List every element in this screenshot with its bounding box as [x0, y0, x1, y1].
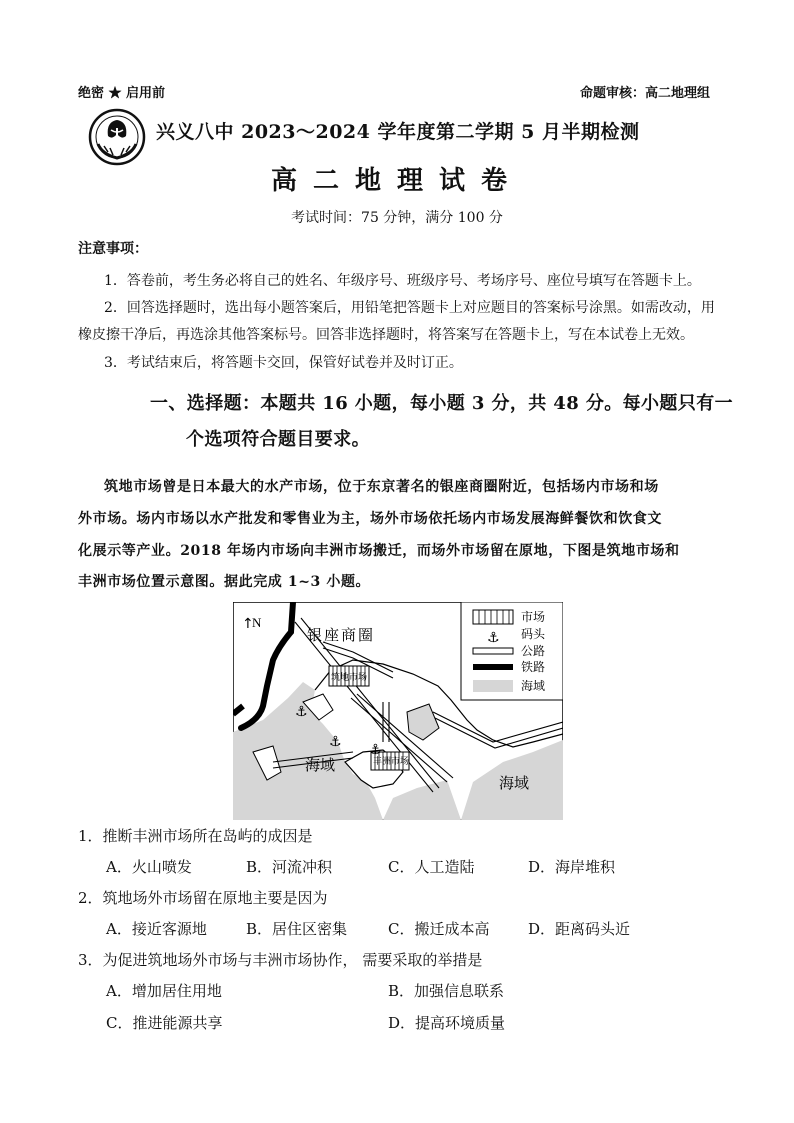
- option-b: B．加强信息联系: [388, 982, 505, 1000]
- legend-road: 公路: [521, 644, 546, 658]
- ginza-label: 银座商圈: [307, 628, 376, 644]
- question-stem: 1．推断丰洲市场所在岛屿的成因是: [78, 827, 313, 845]
- option-b: B．居住区密集: [246, 920, 348, 938]
- pier-anchor-icon: ⚓: [295, 704, 308, 720]
- pier-anchor-icon: ⚓: [329, 734, 342, 750]
- option-c: C．搬迁成本高: [388, 920, 490, 938]
- passage-line: 筑地市场曾是日本最大的水产市场，位于东京著名的银座商圈附近，包括场内市场和场: [104, 479, 659, 495]
- subject-title: 高二地理试卷: [270, 166, 523, 196]
- north-label: N: [252, 615, 262, 630]
- notice-line: 橡皮擦干净后，再选涂其他答案标号。回答非选择题时，将答案写在答题卡上，写在本试卷上无效。: [78, 327, 694, 343]
- school-logo: [88, 108, 146, 166]
- option-a: A．接近客源地: [106, 920, 207, 938]
- question-stem: 2．筑地场外市场留在原地主要是因为: [78, 889, 328, 907]
- legend-pier: 码头: [521, 627, 546, 641]
- location-map: [233, 602, 563, 820]
- pier-legend-icon: ⚓: [487, 630, 500, 646]
- notice-line: 3．考试结束后，将答题卡交回，保管好试卷并及时订正。: [104, 355, 463, 371]
- notice-heading: 注意事项：: [78, 241, 148, 257]
- legend-sea: 海域: [521, 679, 546, 693]
- confidential-label: 绝密 ★ 启用前: [78, 86, 166, 101]
- toyosu-label: 丰洲市场: [373, 756, 410, 766]
- exam-time-info: 考试时间：75 分钟，满分 100 分: [291, 210, 503, 226]
- exam-title: 兴义八中 2023～2024 学年度第二学期 5 月半期检测: [156, 121, 640, 143]
- passage-line: 丰洲市场位置示意图。据此完成 1~3 小题。: [78, 574, 371, 590]
- sea-label: 海域: [499, 776, 530, 792]
- option-d: D．距离码头近: [528, 920, 631, 938]
- tsukiji-label: 筑地市场: [331, 672, 368, 682]
- reviewer-label: 命题审核：高二地理组: [579, 86, 710, 101]
- passage-line: 化展示等产业。2018 年场内市场向丰洲市场搬迁，而场外市场留在原地，下图是筑地市场和: [78, 543, 680, 559]
- passage-line: 外市场。场内市场以水产批发和零售业为主，场外市场依托场内市场发展海鲜餐饮和饮食文: [78, 511, 662, 527]
- option-d: D．提高环境质量: [388, 1014, 506, 1032]
- section-heading-cont: 个选项符合题目要求。: [186, 429, 370, 450]
- north-arrow-icon: ↑: [242, 616, 254, 632]
- pier-anchor-icon: ⚓: [369, 742, 382, 758]
- option-c: C．人工造陆: [388, 858, 475, 876]
- section-heading: 一、选择题：本题共 16 小题，每小题 3 分，共 48 分。每小题只有一: [150, 393, 734, 414]
- option-a: A．火山喷发: [106, 858, 192, 876]
- notice-line: 1．答卷前，考生务必将自己的姓名、年级序号、班级序号、考场序号、座位号填写在答题卡上。: [104, 273, 701, 289]
- notice-line: 2．回答选择题时，选出每小题答案后，用铅笔把答题卡上对应题目的答案标号涂黑。如需改动，用: [104, 300, 715, 316]
- option-a: A．增加居住用地: [106, 982, 222, 1000]
- question-stem: 3．为促进筑地场外市场与丰洲市场协作， 需要采取的举措是: [78, 951, 483, 969]
- option-b: B．河流冲积: [246, 858, 333, 876]
- legend-market: 市场: [521, 610, 546, 624]
- option-d: D．海岸堆积: [528, 858, 616, 876]
- legend-railway: 铁路: [521, 660, 546, 674]
- map-legend: [461, 602, 563, 700]
- option-c: C．推进能源共享: [106, 1014, 223, 1032]
- sea-label: 海域: [305, 758, 336, 774]
